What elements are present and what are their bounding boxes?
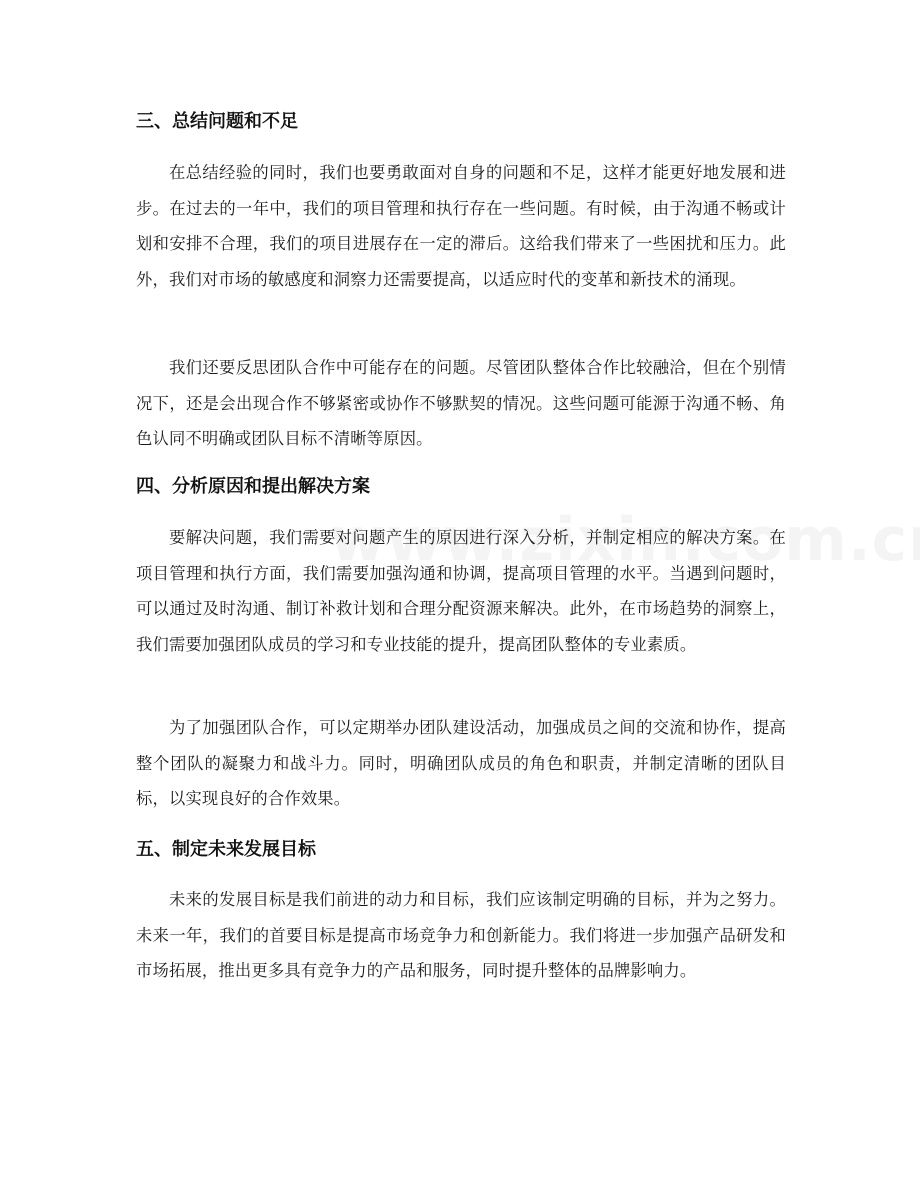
- section-3-paragraph-1: 在总结经验的同时，我们也要勇敢面对自身的问题和不足，这样才能更好地发展和进步。在过去的一年中，我们的项目管理和执行存在一些问题。有时候，由于沟通不畅或计划和安排不合理，我们的项目进展存在一定的滞后。这给我们带来了一些困扰和压力。此外，我们对市场的敏感度和洞察力还需要提高，以适应时代的变革和新技术的涌现。: [136, 163, 786, 289]
- section-4-paragraph-1: 要解决问题，我们需要对问题产生的原因进行深入分析，并制定相应的解决方案。在项目管理和执行方面，我们需要加强沟通和协调，提高项目管理的水平。当遇到问题时，可以通过及时沟通、制订补救计划和合理分配资源来解决。此外，在市场趋势的洞察上，我们需要加强团队成员的学习和专业技能的提升，提高团队整体的专业素质。: [136, 528, 786, 654]
- section-4-paragraph-2: 为了加强团队合作，可以定期举办团队建设活动，加强成员之间的交流和协作，提高整个团队的凝聚力和战斗力。同时，明确团队成员的角色和职责，并制定清晰的团队目标，以实现良好的合作效果。: [136, 718, 786, 808]
- section-heading-3: 三、总结问题和不足: [136, 111, 298, 132]
- section-heading-4: 四、分析原因和提出解决方案: [136, 476, 370, 497]
- section-3-paragraph-2: 我们还要反思团队合作中可能存在的问题。尽管团队整体合作比较融洽，但在个别情况下，还是会出现合作不够紧密或协作不够默契的情况。这些问题可能源于沟通不畅、角色认同不明确或团队目标不清晰等原因。: [136, 358, 786, 448]
- section-heading-5: 五、制定未来发展目标: [136, 839, 316, 860]
- section-5-paragraph-1: 未来的发展目标是我们前进的动力和目标，我们应该制定明确的目标，并为之努力。未来一年，我们的首要目标是提高市场竞争力和创新能力。我们将进一步加强产品研发和市场拓展，推出更多具有竞争力的产品和服务，同时提升整体的品牌影响力。: [136, 890, 786, 980]
